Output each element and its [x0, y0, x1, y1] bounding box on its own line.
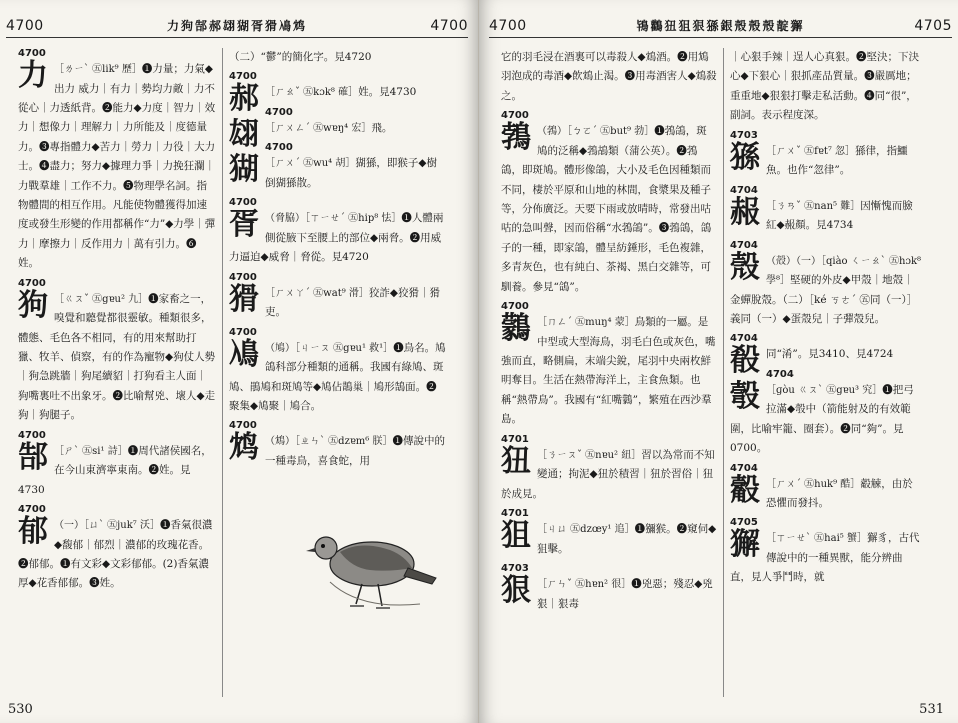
entry-code: 4704	[730, 462, 758, 474]
definition-text: 習以為常而不知變通；拘泥◆狃於積習｜狃於習俗｜狃於成見。	[501, 448, 715, 500]
definition-text: ｜心狠手辣｜逞人心真狠。❷堅決；下決心◆下狠心｜狠抓產品質量。❸嚴厲地；重重地◆狠狠打擊走私活動。❹同“很”，副詞。表示程度深。	[730, 51, 919, 122]
dictionary-entry	[229, 272, 447, 323]
running-head-right	[489, 14, 952, 38]
page-right	[479, 0, 958, 723]
entry-code: 4700	[18, 504, 46, 516]
pronunciation: （殻）（一）［qiào ㄑㄧㄠˋ ㊄hɔk⁸ 學⁸］	[766, 255, 922, 287]
pronunciation: ［ㄏㄨˊ ㊄huk⁹ 酷］	[766, 478, 861, 490]
definition-text: ❶周代諸侯國名，在今山東濟寧東南。❷姓。見4730	[18, 444, 212, 496]
entry-code: 4700	[18, 429, 46, 441]
dictionary-entry	[229, 197, 447, 267]
headword: 翃	[229, 116, 259, 152]
pronunciation: （鵓）［ㄅㄛˊ ㊄but⁹ 勃］	[537, 126, 655, 138]
dictionary-entry	[18, 430, 216, 500]
column-1	[501, 48, 717, 697]
headword: 胥	[229, 207, 259, 243]
dictionary-entry	[501, 508, 717, 559]
headword: 鵓	[501, 120, 531, 156]
definition-text: ❶鳥名。鳩鴿科部分種類的通稱。我國有綠鳩、斑鳩、鵑鳩和斑鳩等◆鳩佔鵲巢｜鳩形鵠面。❷聚集◆鳩聚｜鳩合。	[229, 341, 446, 412]
pronunciation: ［ㄇㄥˊ ㊄muŋ⁴ 蒙］	[537, 317, 635, 329]
headword: 鳰	[229, 336, 259, 372]
definition-text: 狡詐◆狡猾｜猾吏。	[265, 286, 440, 319]
entry-code: 4700	[265, 106, 293, 118]
entry-code: 4700	[501, 301, 529, 313]
running-head-left	[6, 14, 468, 38]
pronunciation: ［ㄌㄧˋ ㊄lik⁹ 歷］	[54, 64, 142, 75]
entry-code: 4704	[730, 239, 758, 251]
headword: 郜	[18, 439, 48, 475]
pronunciation: ［ㄕˋ ㊄si¹ 詩］	[54, 445, 128, 457]
pronunciation: ［ㄋㄧㄡˇ ㊄nɐu² 紐］	[537, 449, 642, 461]
headword: 狃	[501, 443, 531, 479]
pronunciation: ［ㄏㄨㄚˊ ㊄wat⁹ 滑］	[265, 287, 369, 299]
pronunciation: ［ɡòu ㄍㄡˋ ㊄gɐu³ 究］	[766, 384, 883, 396]
definition-text: 猢猻，即猴子◆樹倒猢猻散。	[265, 157, 437, 189]
definition-text: ❶把弓拉滿◆彀中（箭能射及的有效範圍，比喻牢籠、圈套）。❷同“夠”。見0700。	[730, 383, 914, 455]
pronunciation: ［ㄏㄠˇ ㊄kɔk⁸ 確］	[265, 87, 359, 99]
definition-text: ❶人體兩側從腋下至腰上的部位◆兩脅。❷用威力逼迫◆威脅｜脅從。見4720	[229, 212, 444, 264]
pronunciation: ［ㄏㄨˊ ㊄wu⁴ 胡］	[265, 158, 356, 170]
pronunciation: ［ㄋㄢˇ ㊄nan⁵ 難］	[766, 200, 861, 212]
pronunciation: （一）［ㄩˋ ㊄juk⁷ 沃］	[54, 520, 160, 532]
column-2	[723, 48, 923, 697]
pronunciation: （脅脇）［ㄒㄧㄝˊ ㊄hip⁸ 怯］	[265, 213, 402, 225]
definition-text: ❶兇惡；殘忍◆兇狠｜狠毒	[537, 578, 713, 610]
headword: 郝	[229, 81, 259, 117]
headword: 狙	[501, 518, 531, 554]
headword: 赧	[730, 194, 760, 230]
definition-text: 同“淆”。見3410、見4724	[766, 348, 894, 361]
headword: 猾	[229, 281, 259, 317]
running-head-number-right: 4705	[914, 17, 952, 34]
dictionary-entry	[501, 110, 717, 297]
entry-code: 4700	[18, 48, 46, 59]
running-head-characters: 力狗郜郝翃猢胥猾鳰鸩	[166, 19, 307, 33]
dictionary-entry	[730, 130, 923, 181]
dictionary-entry	[229, 327, 447, 417]
dictionary-entry	[229, 420, 447, 471]
dictionary-entry	[730, 48, 923, 126]
definition-text: 飛。	[371, 121, 393, 134]
pronunciation: ［ㄏㄨㄥˊ ㊄wɐŋ⁴ 宏］	[265, 122, 372, 134]
definition-text: 因慚愧而臉紅◆赧顏。見4734	[766, 199, 913, 232]
pronunciation: ［ㄐㄩ ㊄dzœy¹ 追］	[537, 524, 635, 536]
dictionary-entry	[229, 71, 447, 117]
definition-text: ❶香氣很濃◆馥郁｜郁烈｜濃郁的玫瑰花香。❷郁郁。❶有文彩◆文彩郁郁。(2)香氣濃厚◆花香郁郁。❸姓。	[18, 519, 213, 590]
entry-code: 4700	[229, 71, 257, 83]
dictionary-entry	[501, 48, 717, 106]
dictionary-entry	[730, 369, 923, 459]
definition-text: ❶力量；力氣◆出力 威力｜有力｜勢均力敵｜力不從心｜力透紙背。❷能力◆力度｜智力｜效力｜想像力｜理解力｜力所能及｜度德量力。❸專指體力◆苦力｜勞力｜力役｜大力士。❹盡力；努力◆據理力爭｜力挽狂瀾｜力戰羣雄｜工作不力。❺物理學名詞。指物體間的相互作用。凡能使物體獲得加速度或發生形變的作用都稱作“力”◆力學｜彈力｜摩擦力｜反作用力｜萬有引力。❻姓。	[18, 63, 216, 270]
dictionary-entry	[18, 278, 216, 426]
dictionary-entry	[501, 563, 717, 614]
dictionary-entry	[18, 48, 216, 274]
running-head-number-left: 4700	[6, 17, 44, 34]
dictionary-entry	[730, 240, 923, 330]
headword: 觳	[730, 472, 760, 508]
pronunciation: ［ㄏㄣˇ ㊄hɐn² 很］	[537, 579, 632, 591]
definition-text: 觳觫，由於恐懼而發抖。	[766, 477, 913, 510]
headword: 鸩	[229, 430, 259, 466]
headword: 猢	[229, 152, 259, 188]
entry-code: 4704	[766, 368, 794, 380]
entry-code: 4701	[501, 508, 529, 520]
headword: 殼	[730, 249, 760, 285]
dictionary-entry	[730, 463, 923, 514]
entry-code: 4700	[229, 326, 257, 338]
page-number-left: 530	[8, 702, 33, 717]
definition-text: 姓。見4730	[358, 86, 417, 99]
entry-code: 4705	[730, 517, 758, 529]
definition-text: ❶家畜之一，嗅覺和聽覺都很靈敏。種類很多，體態、毛色各不相同，有的用來幫助打獵、牧羊、偵察，有的作為寵物◆狗仗人勢｜狗急跳牆｜狗尾續貂｜打狗看主人面｜狗嘴裏吐不出象牙。❷比喻幫兇、壞人◆走狗｜狗腿子。	[18, 292, 216, 422]
definition-text: ❶鵓鴿，斑鳩的泛稱◆鵓鴣類（蒲公英）。❷鵓鴿，即斑鳩。體形像鴿，大小及毛色因種類而不同，棲於平原和山地的林間，食漿果及種子等，分佈廣泛。天要下雨或放晴時，常發出咕咕的急叫聲，因而俗稱“水鵓鴿”。❸鵓鴿，鴿子的一種，即家鴿，體呈紡錘形，毛色複雜，多青灰色，也有純白、茶褐、黑白交雜等，可馴養。參見“鴿”。	[501, 125, 712, 293]
entry-code: 4700	[18, 277, 46, 289]
dictionary-entry	[229, 48, 447, 67]
entry-code: 4700	[501, 110, 529, 122]
entry-code: 4700	[265, 142, 293, 154]
headword: 力	[18, 58, 48, 93]
dictionary-entry	[730, 185, 923, 236]
dictionary-entry	[501, 434, 717, 504]
pronunciation: ［ㄍㄡˇ ㊄gɐu² 九］	[54, 293, 149, 305]
dictionary-entry	[18, 504, 216, 594]
entry-code: 4704	[730, 184, 758, 196]
running-head-characters: 鴇鸛狃狙狠猻銀殼殼殼靛獬	[636, 19, 805, 33]
entry-code: 4704	[730, 333, 758, 345]
headword: 郁	[18, 514, 48, 550]
pigeon-illustration	[300, 512, 440, 612]
pronunciation: （鴆）［ㄓㄣˋ ㊄dzɐm⁶ 朕］	[265, 436, 393, 448]
entry-code: 4701	[501, 433, 529, 445]
definition-text: （二）“鬱”的簡化字。見4720	[229, 51, 372, 63]
entry-code: 4703	[501, 563, 529, 575]
entry-code: 4700	[229, 420, 257, 432]
headword: 獬	[730, 527, 760, 563]
definition-text: 猻律，指鱷魚。也作“忽律”。	[766, 144, 908, 177]
definition-text: 它的羽毛浸在酒裏可以毒殺人◆鴆酒。❷用鴆羽泡成的毒酒◆飲鴆止渴。❸用毒酒害人◆鴆殺之。	[501, 51, 717, 102]
pronunciation: ［ㄏㄨˇ ㊄fɐt⁷ 忽］	[766, 145, 856, 157]
headword: 彀	[730, 378, 760, 414]
headword: 狗	[18, 287, 48, 323]
dictionary-entry	[229, 106, 447, 152]
dictionary-entry	[730, 333, 923, 379]
definition-text: 堅硬的外皮◆甲殼｜地殼｜金蟬脫殼。（二）［ké ㄎㄜˊ ㊄同（一）］義同（一）◆蛋殼兒｜子彈殼兒。	[730, 274, 918, 325]
definition-text: 鳥類的一屬。是中型或大型海鳥，羽毛白色或灰色，嘴強而直，略側扁，末端尖銳，尾羽中央兩枚鮮明奪目。生活在熱帶海洋上，主食魚類。也稱“熱帶鳥”。我國有“紅嘴鸏”，繁殖在西沙羣島。	[501, 316, 716, 426]
pronunciation: ［ㄒㄧㄝˋ ㊄hai⁵ 蟹］	[766, 533, 867, 545]
definition-text: ❶獼猴。❷窺伺◆狙擊。	[537, 523, 717, 555]
page-number-right: 531	[919, 702, 944, 717]
headword: 猻	[730, 139, 760, 175]
column-1	[18, 48, 216, 697]
dictionary-entry	[229, 142, 447, 193]
entry-code: 4700	[229, 271, 257, 283]
headword: 殽	[730, 343, 760, 379]
running-head-number-left: 4700	[489, 17, 527, 34]
dictionary-entry	[730, 517, 923, 587]
dictionary-entry	[501, 301, 717, 430]
entry-code: 4703	[730, 129, 758, 141]
pronunciation: （鳩）［ㄐㄧㄡ ㊄gɐu¹ 救¹］	[265, 342, 394, 354]
definition-text: ❶傳說中的一種毒鳥，喜食蛇，用	[265, 435, 445, 467]
definition-text: 獬豸，古代傳說中的一種異獸，能分辨曲直，見人爭鬥時，就	[730, 532, 920, 584]
entry-code: 4700	[229, 197, 257, 209]
running-head-number-right: 4700	[430, 17, 468, 34]
headword: 鸏	[501, 311, 531, 347]
columns-right	[501, 48, 946, 697]
headword: 狠	[501, 573, 531, 609]
